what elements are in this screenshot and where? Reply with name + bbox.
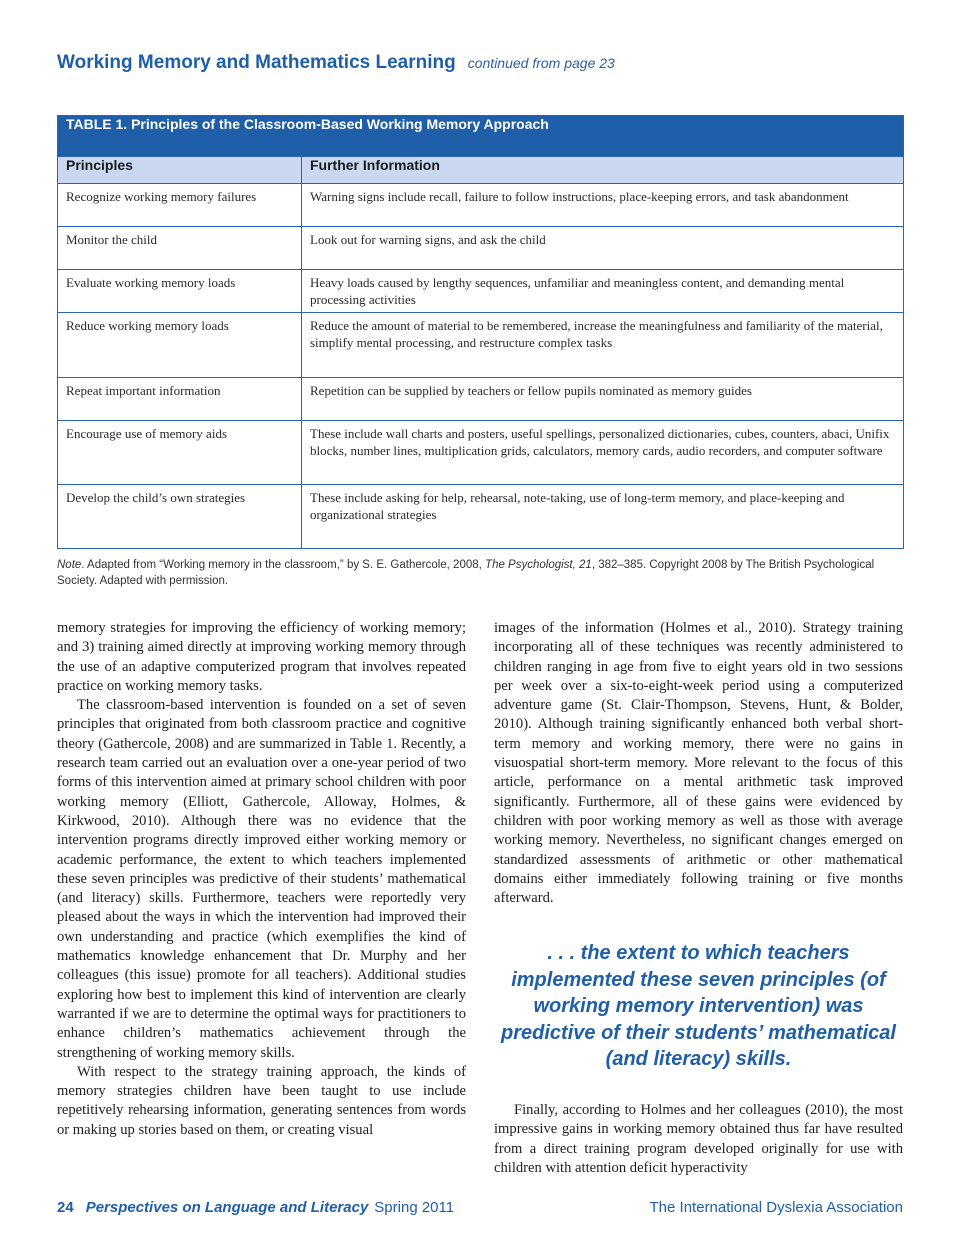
table-row (58, 485, 904, 549)
article-title: Working Memory and Mathematics Learning (57, 52, 456, 73)
body-paragraph: With respect to the strategy training approach, the kinds of memory strategies children have been taught to use include repetitively rehearsing information, generating sentences from words or making up stories based on them, or creating visual (57, 1063, 466, 1138)
body-paragraph: images of the information (Holmes et al., 2010). Strategy training incorporating all of these techniques was recently administered to children ranging in age from five to eight years old in two sessions per week over a six-to-eight-week period using a computerized adventure game (St. Clair-Thompson, Stevens, Hunt, & Bolder, 2010). Although training significantly enhanced both verbal short-term memory and working memory, there were no gains in visuospatial short-term memory. More relevant to the focus of this article, performance on a mental arithmetic task improved significantly. Furthermore, all of these gains were evidenced by children with poor working memory as well as those with average working memory. Nevertheless, no significant changes emerged on standardized assessments of arithmetic or other mathematical domains either immediately following training or five months afterward. (494, 620, 903, 907)
principles-table (57, 115, 904, 549)
principle-cell: Develop the child’s own strategies (58, 485, 302, 549)
table-row (58, 270, 904, 313)
note-journal: The Psychologist, 21 (485, 559, 592, 571)
table-note (57, 557, 903, 589)
info-cell: Warning signs include recall, failure to follow instructions, place-keeping errors, and task abandonment (302, 184, 904, 227)
column-header-principles: Principles (58, 157, 302, 184)
body-paragraph: memory strategies for improving the efficiency of working memory; and 3) training aimed directly at improving working memory through the use of an adaptive computerized program that involves repeated practice on working memory tasks. (57, 620, 466, 694)
note-label: Note (57, 559, 82, 571)
principle-cell: Recognize working memory failures (58, 184, 302, 227)
pull-quote: . . . the extent to which teachers implemented these seven principles (of working memory intervention) was predictive of their students’ mathematical (and literacy) skills. (501, 942, 896, 1070)
note-text-1: . Adapted from “Working memory in the classroom,” by S. E. Gathercole, 2008, (81, 559, 486, 571)
table-row (58, 227, 904, 270)
table-row (58, 378, 904, 421)
page-number: 24 (57, 1199, 74, 1216)
table-row (58, 421, 904, 485)
continued-note: continued from page 23 (467, 55, 615, 71)
page-footer (57, 1199, 903, 1221)
info-cell: Reduce the amount of material to be remembered, increase the meaningfulness and familiarity of the material, simplify mental processing, and restructure complex tasks (302, 313, 904, 378)
principle-cell: Monitor the child (58, 227, 302, 270)
info-cell: These include wall charts and posters, useful spellings, personalized dictionaries, cubes, counters, abaci, Unifix blocks, number lines, multiplication grids, calculators, memory cards, audio recorders, and computer software (302, 421, 904, 485)
info-cell: Heavy loads caused by lengthy sequences, unfamiliar and meaningless content, and demanding mental processing activities (302, 270, 904, 313)
note-text-2: , 382–385. Copyright 2008 by The British Psychological Society. Adapted with permission. (57, 559, 875, 587)
column-header-further-information: Further Information (302, 157, 904, 184)
principle-cell: Reduce working memory loads (58, 313, 302, 378)
right-column-continued (494, 1101, 903, 1178)
info-cell: These include asking for help, rehearsal, note-taking, use of long-term memory, and place-keeping and organizational strategies (302, 485, 904, 549)
journal-name: Perspectives on Language and Literacy (85, 1199, 369, 1216)
principle-cell: Repeat important information (58, 378, 302, 421)
left-column (57, 619, 466, 1140)
principle-cell: Evaluate working memory loads (58, 270, 302, 313)
organization-name: The International Dyslexia Association (649, 1199, 903, 1216)
right-column (494, 619, 903, 908)
info-cell: Look out for warning signs, and ask the child (302, 227, 904, 270)
principle-cell: Encourage use of memory aids (58, 421, 302, 485)
body-paragraph: Finally, according to Holmes and her colleagues (2010), the most impressive gains in working memory obtained thus far have resulted from a direct training program developed originally for use with children with attention deficit hyperactivity (494, 1102, 903, 1176)
table-caption: TABLE 1. Principles of the Classroom-Based Working Memory Approach (58, 116, 904, 157)
page-header (57, 52, 615, 74)
issue-label: Spring 2011 (374, 1199, 455, 1216)
table-row (58, 184, 904, 227)
body-paragraph: The classroom-based intervention is founded on a set of seven principles that originated from both classroom practice and cognitive theory (Gathercole, 2008) and are summarized in Table 1. Recently, a research team carried out an evaluation over a one-year period of two forms of this intervention aimed at primary school children with poor working memory (Elliott, Gathercole, Alloway, Holmes, & Kirkwood, 2010). Although there was no evidence that the intervention programs directly improved either working memory or academic performance, the extent to which teachers implemented these seven principles was predictive of their students’ mathematical (and literacy) skills. Furthermore, teachers were reportedly very pleased about the ways in which the intervention had improved their own understanding and practice (which exemplifies the kind of mathematics knowledge enhancement that Dr. Murphy and her colleagues (this issue) promote for all teachers). Additional studies exploring how best to implement this kind of intervention are clearly warranted if we are to determine the optimal ways for practitioners to enhance children’s mathematics achievement through the strengthening of working memory skills. (57, 697, 466, 1061)
table-row (58, 313, 904, 378)
info-cell: Repetition can be supplied by teachers or fellow pupils nominated as memory guides (302, 378, 904, 421)
